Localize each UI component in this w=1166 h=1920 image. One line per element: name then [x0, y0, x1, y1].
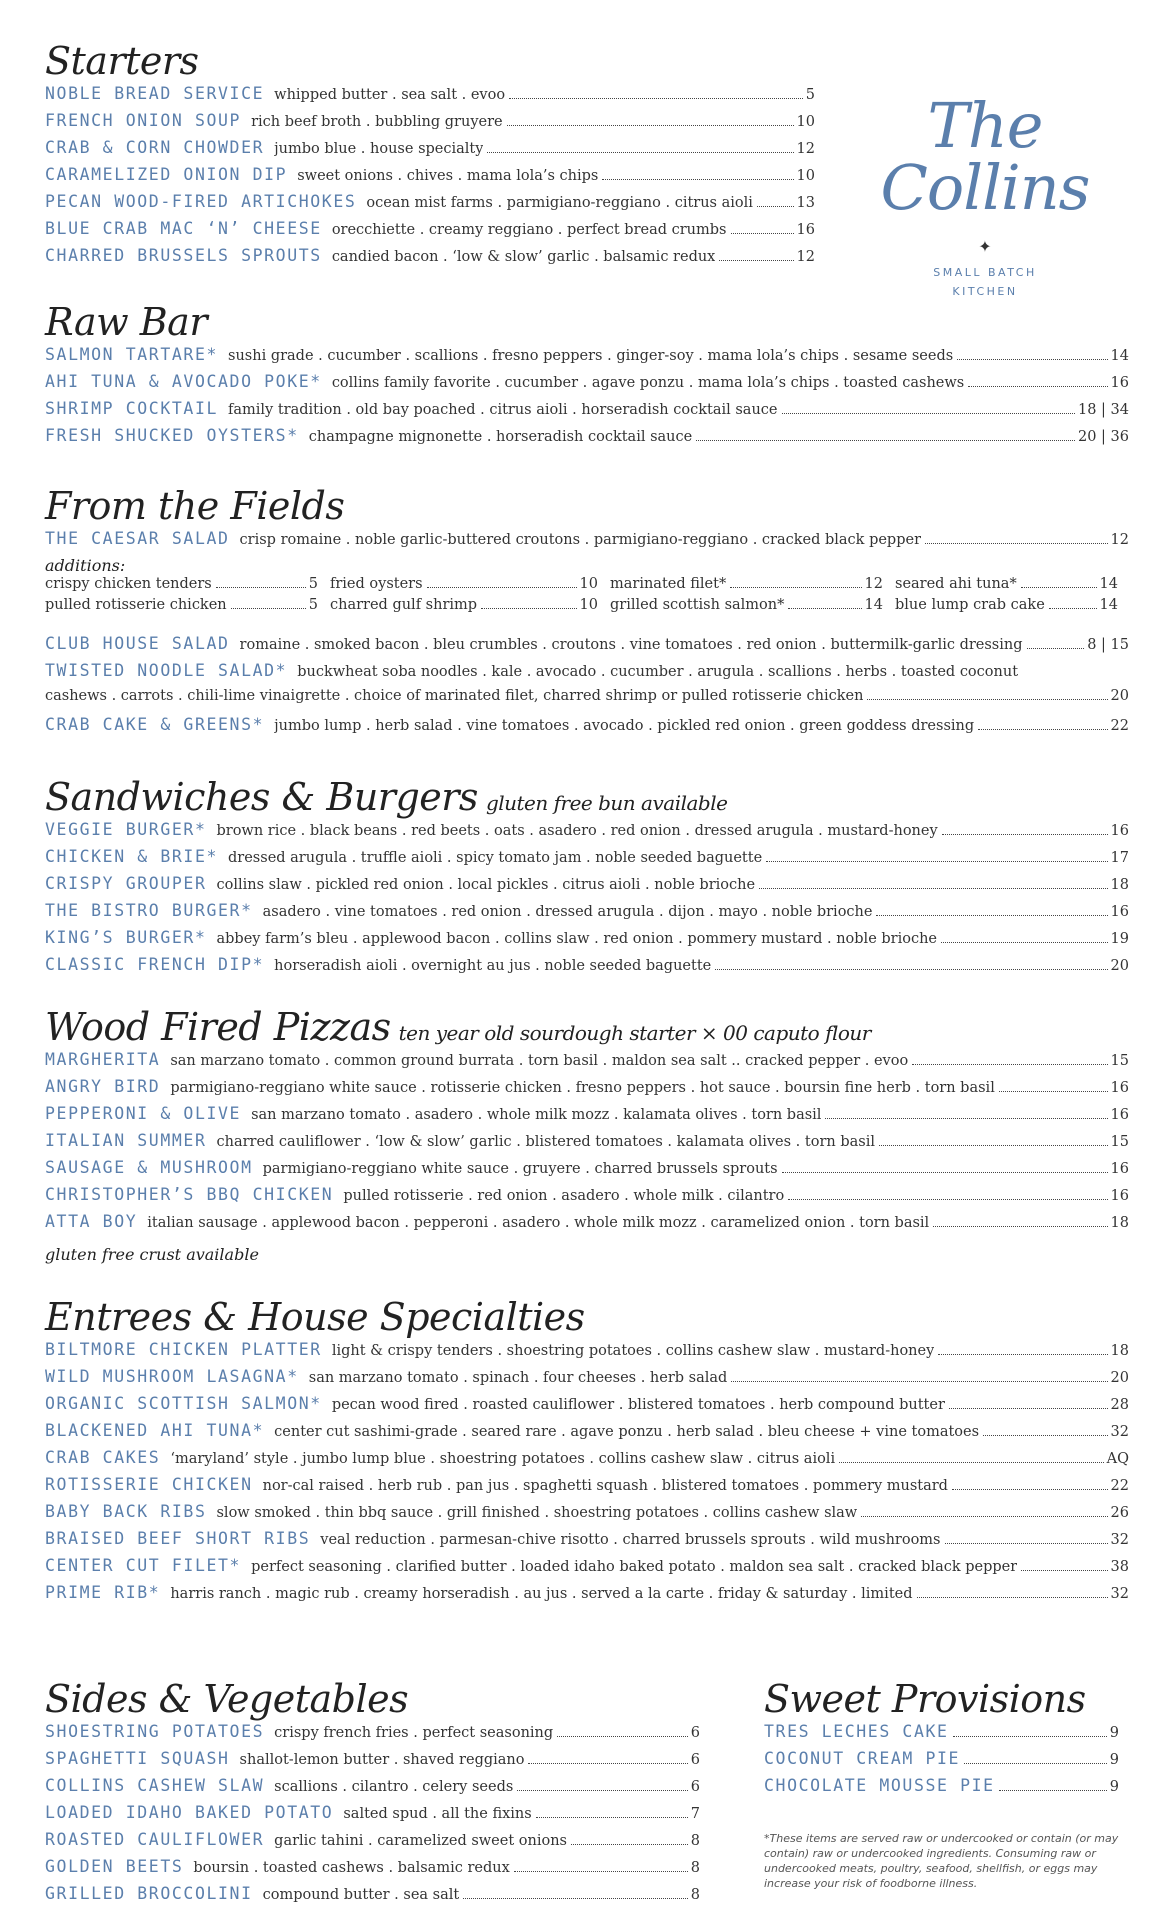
- menu-item: [764, 1749, 1119, 1776]
- item-name: VEGGIE BURGER*: [45, 820, 207, 839]
- logo-tagline: SMALL BATCH KITCHEN: [933, 266, 1037, 298]
- item-name: ITALIAN SUMMER: [45, 1131, 207, 1150]
- item-name: PRIME RIB*: [45, 1583, 161, 1602]
- item-name: SPAGHETTI SQUASH: [45, 1749, 230, 1768]
- section-title: Starters: [45, 39, 199, 83]
- item-price: 6: [690, 1752, 700, 1768]
- item-desc: ocean mist farms . parmigiano-reggiano . citrus aioli: [366, 195, 753, 211]
- item-name: BLACKENED AHI TUNA*: [45, 1421, 265, 1440]
- item-desc: scallions . cilantro . celery seeds: [274, 1779, 514, 1795]
- item-desc: crisp romaine . noble garlic-buttered croutons . parmigiano-reggiano . cracked black pepper: [239, 532, 922, 548]
- item-desc: champagne mignonette . horseradish cocktail sauce: [308, 429, 693, 445]
- item-price: 16: [1110, 1080, 1129, 1096]
- item-desc: san marzano tomato . spinach . four cheeses . herb salad: [308, 1370, 728, 1386]
- item-name: BLUE CRAB MAC ‘N’ CHEESE: [45, 219, 322, 238]
- item-price: 20 | 36: [1077, 429, 1129, 445]
- item-price: 8: [690, 1860, 700, 1876]
- item-desc: family tradition . old bay poached . citrus aioli . horseradish cocktail sauce: [228, 402, 778, 418]
- addition-price: 14: [864, 597, 883, 613]
- menu-item: [45, 1556, 1129, 1583]
- addition-name: pulled rotisserie chicken: [45, 597, 227, 613]
- menu-item: CLUB HOUSE SALAD romaine . smoked bacon . bleu crumbles . croutons . vine tomatoes . red onion . buttermilk-garlic dressing 8 | 15: [45, 634, 1129, 653]
- addition-name: crispy chicken tenders: [45, 576, 212, 592]
- item-desc: san marzano tomato . common ground burrata . torn basil . maldon sea salt .. cracked pepper . evoo: [170, 1053, 909, 1069]
- menu-item: [45, 1857, 700, 1884]
- item-name: CRAB & CORN CHOWDER: [45, 138, 265, 157]
- item-desc: shallot-lemon butter . shaved reggiano: [239, 1752, 525, 1768]
- gluten-free-note: gluten free crust available: [45, 1245, 259, 1264]
- item-desc: salted spud . all the fixins: [343, 1806, 532, 1822]
- item-desc: nor-cal raised . herb rub . pan jus . spaghetti squash . blistered tomatoes . pommery mustard: [262, 1478, 948, 1494]
- menu-item: [45, 955, 1129, 982]
- item-price: 20: [1110, 958, 1129, 974]
- addition-item: [45, 597, 330, 618]
- item-price: 5: [805, 87, 815, 103]
- menu-item: [45, 1475, 1129, 1502]
- item-price: AQ: [1106, 1451, 1129, 1467]
- item-desc: charred cauliflower . ‘low & slow’ garlic . blistered tomatoes . kalamata olives . torn basil: [216, 1134, 875, 1150]
- item-desc: veal reduction . parmesan-chive risotto . charred brussels sprouts . wild mushrooms: [320, 1532, 941, 1548]
- item-desc: rich beef broth . bubbling gruyere: [251, 114, 503, 130]
- item-name: THE CAESAR SALAD: [45, 529, 230, 548]
- item-desc: pulled rotisserie . red onion . asadero . whole milk . cilantro: [343, 1188, 785, 1204]
- menu-item: [45, 1077, 1129, 1104]
- item-price: 9: [1109, 1752, 1119, 1768]
- item-price: 6: [690, 1725, 700, 1741]
- item-desc: light & crispy tenders . shoestring potatoes . collins cashew slaw . mustard-honey: [331, 1343, 935, 1359]
- addition-item: [895, 597, 1130, 618]
- section-note: gluten free bun available: [485, 791, 728, 815]
- item-name: ROASTED CAULIFLOWER: [45, 1830, 265, 1849]
- item-name: TRES LECHES CAKE: [764, 1722, 949, 1741]
- addition-item: [45, 576, 330, 597]
- item-name: GOLDEN BEETS: [45, 1857, 184, 1876]
- entrees-section: [45, 1295, 1129, 1610]
- item-price: 10: [796, 168, 815, 184]
- item-name: PECAN WOOD-FIRED ARTICHOKES: [45, 192, 357, 211]
- item-name: AHI TUNA & AVOCADO POKE*: [45, 372, 322, 391]
- item-desc: brown rice . black beans . red beets . oats . asadero . red onion . dressed arugula . mustard-honey: [216, 823, 938, 839]
- item-name: CARAMELIZED ONION DIP: [45, 165, 288, 184]
- item-name: ANGRY BIRD: [45, 1077, 161, 1096]
- item-price: 7: [690, 1806, 700, 1822]
- menu-item: [45, 246, 815, 273]
- item-desc: center cut sashimi-grade . seared rare . agave ponzu . herb salad . bleu cheese + vine tomatoes: [274, 1424, 980, 1440]
- item-desc: ‘maryland’ style . jumbo lump blue . shoestring potatoes . collins cashew slaw . citrus aioli: [170, 1451, 836, 1467]
- menu-item: [45, 1104, 1129, 1131]
- item-name: GRILLED BROCCOLINI: [45, 1884, 253, 1903]
- item-desc: pecan wood fired . roasted cauliflower . blistered tomatoes . herb compound butter: [331, 1397, 945, 1413]
- item-price: 12: [796, 249, 815, 265]
- menu-item: [45, 1749, 700, 1776]
- starters-section: [45, 39, 815, 273]
- fields-section: [45, 484, 1129, 742]
- item-desc: italian sausage . applewood bacon . pepperoni . asadero . whole milk mozz . caramelized onion . torn basil: [147, 1215, 930, 1231]
- item-price: 16: [1110, 823, 1129, 839]
- item-desc: orecchiette . creamy reggiano . perfect bread crumbs: [331, 222, 727, 238]
- item-name: BILTMORE CHICKEN PLATTER: [45, 1340, 322, 1359]
- item-name: CHARRED BRUSSELS SPROUTS: [45, 246, 322, 265]
- item-desc: collins slaw . pickled red onion . local pickles . citrus aioli . noble brioche: [216, 877, 756, 893]
- menu-item: [45, 192, 815, 219]
- item-price: 13: [796, 195, 815, 211]
- item-desc: harris ranch . magic rub . creamy horseradish . au jus . served a la carte . friday & saturday . limited: [170, 1586, 913, 1602]
- addition-price: 5: [308, 576, 318, 592]
- menu-item: [45, 165, 815, 192]
- menu-item: [45, 1421, 1129, 1448]
- section-title: Entrees & House Specialties: [45, 1295, 585, 1339]
- menu-item: [45, 1529, 1129, 1556]
- item-name: SHOESTRING POTATOES: [45, 1722, 265, 1741]
- menu-item: [45, 1502, 1129, 1529]
- menu-item: [45, 1830, 700, 1857]
- item-name: ORGANIC SCOTTISH SALMON*: [45, 1394, 322, 1413]
- item-name: NOBLE BREAD SERVICE: [45, 84, 265, 103]
- menu-item: [45, 901, 1129, 928]
- sides-section: [45, 1677, 700, 1911]
- item-name: CHOCOLATE MOUSSE PIE: [764, 1776, 995, 1795]
- menu-item: [45, 1185, 1129, 1212]
- addition-price: 10: [579, 597, 598, 613]
- raw-food-disclaimer: *These items are served raw or undercooked or contain (or may contain) raw or undercooked ingredients. Consuming raw or undercooked meats, poultry, seafood, shellfish, or eggs may increase your risk of foodborne illness.: [764, 1832, 1119, 1890]
- item-desc: perfect seasoning . clarified butter . loaded idaho baked potato . maldon sea salt . cracked black pepper: [251, 1559, 1018, 1575]
- addition-item: [610, 576, 895, 597]
- item-price: 17: [1110, 850, 1129, 866]
- item-name: SHRIMP COCKTAIL: [45, 399, 219, 418]
- sandwiches-section: [45, 775, 1129, 982]
- item-name: ROTISSERIE CHICKEN: [45, 1475, 253, 1494]
- menu-item: [45, 111, 815, 138]
- item-price: 16: [1110, 375, 1129, 391]
- item-price: 22: [1110, 1478, 1129, 1494]
- section-note: ten year old sourdough starter × 00 caputo flour: [398, 1021, 871, 1045]
- item-name: CLASSIC FRENCH DIP*: [45, 955, 265, 974]
- menu-item: CRAB CAKE & GREENS* jumbo lump . herb salad . vine tomatoes . avocado . pickled red onion . green goddess dressing 22: [45, 715, 1129, 734]
- item-name: WILD MUSHROOM LASAGNA*: [45, 1367, 299, 1386]
- logo-title: The Collins: [880, 89, 1090, 224]
- item-price: 16: [1110, 904, 1129, 920]
- item-name: ATTA BOY: [45, 1212, 138, 1231]
- item-name: CHICKEN & BRIE*: [45, 847, 219, 866]
- menu-item: [45, 219, 815, 246]
- item-desc: horseradish aioli . overnight au jus . noble seeded baguette: [274, 958, 712, 974]
- menu-item: [45, 1776, 700, 1803]
- item-desc: parmigiano-reggiano white sauce . gruyere . charred brussels sprouts: [262, 1161, 778, 1177]
- item-price: 15: [1110, 1053, 1129, 1069]
- menu-item: [764, 1776, 1119, 1803]
- menu-item-continued: cashews . carrots . chili-lime vinaigrette . choice of marinated filet, charred shrimp or pulled rotisserie chicken 20: [45, 688, 1129, 704]
- item-name: COLLINS CASHEW SLAW: [45, 1776, 265, 1795]
- item-name: COCONUT CREAM PIE: [764, 1749, 961, 1768]
- addition-name: blue lump crab cake: [895, 597, 1045, 613]
- item-desc: slow smoked . thin bbq sauce . grill finished . shoestring potatoes . collins cashew slaw: [216, 1505, 858, 1521]
- item-price: 16: [1110, 1161, 1129, 1177]
- item-name: SALMON TARTARE*: [45, 345, 219, 364]
- addition-name: marinated filet*: [610, 576, 727, 592]
- menu-item: [45, 928, 1129, 955]
- item-price: 19: [1110, 931, 1129, 947]
- item-desc: asadero . vine tomatoes . red onion . dressed arugula . dijon . mayo . noble brioche: [262, 904, 873, 920]
- item-price: 16: [796, 222, 815, 238]
- additions-grid: [45, 576, 1129, 618]
- item-price: 32: [1110, 1586, 1129, 1602]
- item-price: 14: [1110, 348, 1129, 364]
- addition-price: 14: [1099, 597, 1118, 613]
- addition-name: seared ahi tuna*: [895, 576, 1017, 592]
- menu-item: [45, 399, 1129, 426]
- item-desc: whipped butter . sea salt . evoo: [274, 87, 506, 103]
- item-name: THE BISTRO BURGER*: [45, 901, 253, 920]
- item-price: 9: [1109, 1725, 1119, 1741]
- menu-item: [45, 1803, 700, 1830]
- item-desc: sushi grade . cucumber . scallions . fresno peppers . ginger-soy . mama lola’s chips . sesame seeds: [228, 348, 954, 364]
- item-name: CENTER CUT FILET*: [45, 1556, 242, 1575]
- menu-item: [764, 1722, 1119, 1749]
- item-name: LOADED IDAHO BAKED POTATO: [45, 1803, 334, 1822]
- raw-bar-section: [45, 300, 1129, 453]
- sweets-section: [764, 1677, 1119, 1803]
- item-desc: collins family favorite . cucumber . agave ponzu . mama lola’s chips . toasted cashews: [331, 375, 965, 391]
- item-price: 8: [690, 1887, 700, 1903]
- item-desc: candied bacon . ‘low & slow’ garlic . balsamic redux: [331, 249, 716, 265]
- item-price: 38: [1110, 1559, 1129, 1575]
- menu-item: [45, 426, 1129, 453]
- item-price: 18: [1110, 1215, 1129, 1231]
- item-name: CRAB CAKES: [45, 1448, 161, 1467]
- item-desc: dressed arugula . truffle aioli . spicy tomato jam . noble seeded baguette: [228, 850, 763, 866]
- additions-label: additions:: [45, 556, 126, 575]
- addition-item: [330, 597, 610, 618]
- item-desc: compound butter . sea salt: [262, 1887, 460, 1903]
- item-desc: crispy french fries . perfect seasoning: [274, 1725, 554, 1741]
- star-icon: ✦: [978, 237, 992, 256]
- item-price: 16: [1110, 1107, 1129, 1123]
- menu-item: [45, 1884, 700, 1911]
- item-price: 18 | 34: [1077, 402, 1129, 418]
- item-desc: san marzano tomato . asadero . whole milk mozz . kalamata olives . torn basil: [251, 1107, 822, 1123]
- item-price: 12: [1110, 532, 1129, 548]
- item-price: 32: [1110, 1532, 1129, 1548]
- item-price: 6: [690, 1779, 700, 1795]
- item-price: 8: [690, 1833, 700, 1849]
- item-name: FRENCH ONION SOUP: [45, 111, 242, 130]
- item-price: 16: [1110, 1188, 1129, 1204]
- item-price: 10: [796, 114, 815, 130]
- menu-item: TWISTED NOODLE SALAD* buckwheat soba noodles . kale . avocado . cucumber . arugula . scallions . herbs . toasted coconut: [45, 661, 1019, 680]
- item-name: FRESH SHUCKED OYSTERS*: [45, 426, 299, 445]
- item-desc: sweet onions . chives . mama lola’s chips: [297, 168, 599, 184]
- pizzas-section: [45, 1005, 1129, 1264]
- menu-item: [45, 1131, 1129, 1158]
- section-title: From the Fields: [45, 484, 345, 528]
- item-price: 12: [796, 141, 815, 157]
- addition-name: fried oysters: [330, 576, 423, 592]
- item-name: KING’S BURGER*: [45, 928, 207, 947]
- addition-price: 5: [308, 597, 318, 613]
- addition-price: 14: [1099, 576, 1118, 592]
- menu-item: [45, 1212, 1129, 1239]
- menu-item: [45, 1448, 1129, 1475]
- menu-item: [45, 820, 1129, 847]
- menu-item: [45, 847, 1129, 874]
- section-title: Raw Bar: [45, 300, 207, 344]
- item-name: BABY BACK RIBS: [45, 1502, 207, 1521]
- addition-name: charred gulf shrimp: [330, 597, 478, 613]
- item-price: 15: [1110, 1134, 1129, 1150]
- addition-item: [610, 597, 895, 618]
- section-title: Wood Fired Pizzas ten year old sourdough starter × 00 caputo flour: [45, 1005, 871, 1049]
- menu-item: [45, 1394, 1129, 1421]
- menu-item: [45, 529, 1129, 556]
- addition-price: 12: [864, 576, 883, 592]
- addition-item: [895, 576, 1130, 597]
- menu-item: [45, 1158, 1129, 1185]
- menu-item: [45, 1583, 1129, 1610]
- item-desc: boursin . toasted cashews . balsamic redux: [193, 1860, 510, 1876]
- menu-item: [45, 138, 815, 165]
- menu-item: [45, 1050, 1129, 1077]
- item-price: 32: [1110, 1424, 1129, 1440]
- addition-item: [330, 576, 610, 597]
- section-title: Sides & Vegetables: [45, 1677, 409, 1721]
- addition-price: 10: [579, 576, 598, 592]
- item-name: CRISPY GROUPER: [45, 874, 207, 893]
- section-title: Sweet Provisions: [764, 1677, 1086, 1721]
- item-desc: parmigiano-reggiano white sauce . rotisserie chicken . fresno peppers . hot sauce . boursin fine herb . torn basil: [170, 1080, 995, 1096]
- item-price: 9: [1109, 1779, 1119, 1795]
- item-name: SAUSAGE & MUSHROOM: [45, 1158, 253, 1177]
- item-desc: garlic tahini . caramelized sweet onions: [274, 1833, 567, 1849]
- menu-item: [45, 1340, 1129, 1367]
- menu-item: [45, 1722, 700, 1749]
- restaurant-logo: [840, 89, 1130, 301]
- item-name: BRAISED BEEF SHORT RIBS: [45, 1529, 311, 1548]
- item-name: CHRISTOPHER’S BBQ CHICKEN: [45, 1185, 334, 1204]
- item-name: PEPPERONI & OLIVE: [45, 1104, 242, 1123]
- item-desc: jumbo blue . house specialty: [274, 141, 484, 157]
- item-price: 26: [1110, 1505, 1129, 1521]
- menu-item: [45, 1367, 1129, 1394]
- section-title: Sandwiches & Burgers gluten free bun available: [45, 775, 728, 819]
- item-desc: abbey farm’s bleu . applewood bacon . collins slaw . red onion . pommery mustard . noble brioche: [216, 931, 938, 947]
- menu-item: [45, 84, 815, 111]
- menu-item: [45, 874, 1129, 901]
- menu-item: [45, 345, 1129, 372]
- item-price: 20: [1110, 1370, 1129, 1386]
- item-price: 18: [1110, 877, 1129, 893]
- addition-name: grilled scottish salmon*: [610, 597, 785, 613]
- item-price: 18: [1110, 1343, 1129, 1359]
- item-price: 28: [1110, 1397, 1129, 1413]
- menu-item: [45, 372, 1129, 399]
- item-name: MARGHERITA: [45, 1050, 161, 1069]
